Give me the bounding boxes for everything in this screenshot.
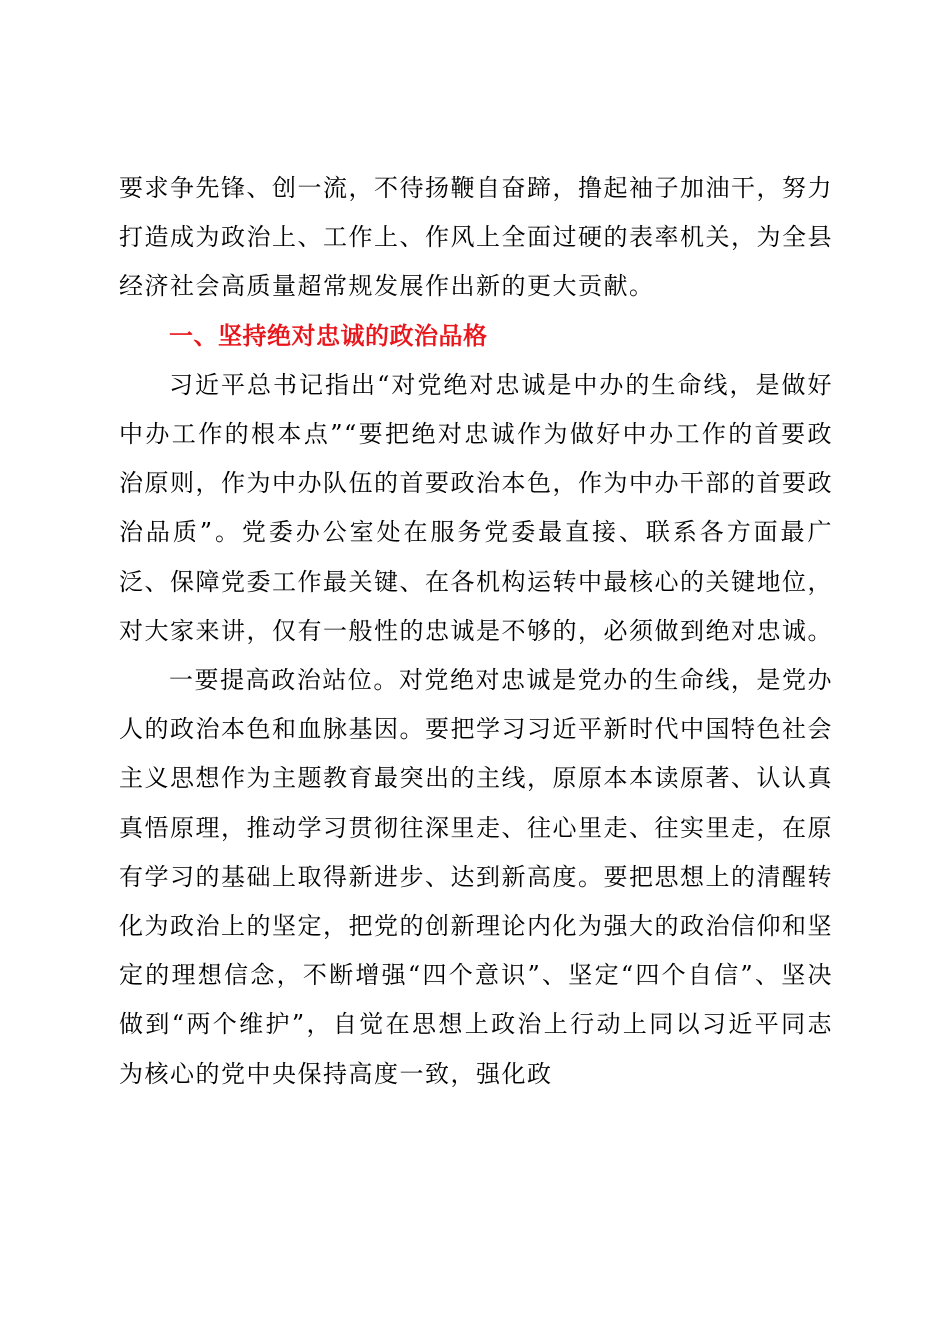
- paragraph-loyalty-quote: 习近平总书记指出“对党绝对忠诚是中办的生命线，是做好中办工作的根本点”“要把绝对忠诚作为做好中办工作的首要政治原则，作为中办队伍的首要政治本色，作为中办干部的首要政治品质”。党委办公室处在服务党委最直接、联系各方面最广泛、保障党委工作最关键、在各机构运转中最核心的关键地位，对大家来讲，仅有一般性的忠诚是不够的，必须做到绝对忠诚。: [119, 370, 833, 645]
- document-body: [119, 164, 833, 1099]
- section-heading: 一、坚持绝对忠诚的政治品格: [169, 321, 488, 350]
- paragraph-political-stance: 一要提高政治站位。对党绝对忠诚是党办的生命线，是党办人的政治本色和血脉基因。要把学习习近平新时代中国特色社会主义思想作为主题教育最突出的主线，原原本本读原著、认认真真悟原理，推动学习贯彻往深里走、往心里走、往实里走，在原有学习的基础上取得新进步、达到新高度。要把思想上的清醒转化为政治上的坚定，把党的创新理论内化为强大的政治信仰和坚定的理想信念，不断增强“四个意识”、坚定“四个自信”、坚决做到“两个维护”，自觉在思想上政治上行动上同以习近平同志为核心的党中央保持高度一致，强化政: [119, 666, 833, 1088]
- paragraph-continuation: 要求争先锋、创一流，不待扬鞭自奋蹄，撸起袖子加油干，努力打造成为政治上、工作上、作风上全面过硬的表率机关，为全县经济社会高质量超常规发展作出新的更大贡献。: [119, 174, 833, 301]
